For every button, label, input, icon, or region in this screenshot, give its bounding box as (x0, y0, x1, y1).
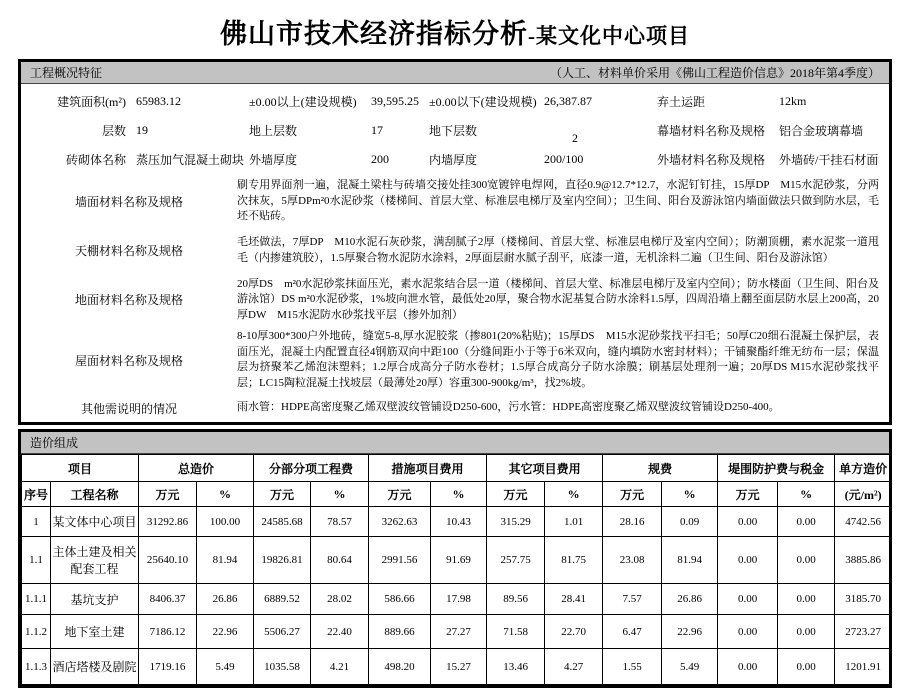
material-text: 20厚DS m²0水泥砂浆抹面压光，素水泥浆结合层一道（楼梯间、首层大堂、标准层电梯厅及室内空间）；防水楼面（卫生间、阳台及游泳馆）DS m²0水泥砂浆，1%坡向泄水管，最低处20厚，聚合物水泥基复合防水涂料1.5厚，四周沿墙上翻至面层防水层上200高，20厚DW M15水泥防水砂浆找平层（掺外加剂） (237, 277, 879, 321)
page-title-main: 佛山市技术经济指标分析 (220, 19, 528, 49)
value-cell: 15.27 (431, 649, 487, 685)
sub-header-cell: 万元 (369, 482, 431, 507)
value-cell: 5.49 (662, 649, 718, 685)
info-label: 外墙厚度 (249, 153, 298, 167)
value-cell: 889.66 (369, 615, 431, 649)
material-label: 屋面材料名称及规格 (74, 353, 183, 368)
serial-cell: 1.1 (22, 537, 51, 584)
project-name-cell: 基坑支护 (51, 584, 139, 615)
value-cell: 28.41 (545, 584, 603, 615)
overview-header-bar (21, 62, 889, 84)
value-cell: 5506.27 (254, 615, 311, 649)
material-text: 8-10厚300*300户外地砖，缝宽5-8,厚水泥胶浆（掺801(20%粘贴)；15厚DS M15水泥砂浆找平扫毛；50厚C20细石混凝土保护层，表面压光，混凝土内配置直径4钢筋双向中距100（分缝间距小于等于6米双向，缝内填防水密封材料）；干铺聚酯纤维无纺布一层；保温层为挤聚苯乙烯泡沫塑料；1.2厚合成高分子防水卷材；1.5厚合成高分子防水涂膜；刷基层处理剂一遍；20厚DS M15水泥砂浆找平层；LC15陶粒混凝土找坡层（最薄处20厚）容重300-900kg/m³，找2%坡。 (237, 330, 879, 389)
project-name-cell: 某文体中心项目 (51, 507, 139, 537)
value-cell: 80.64 (311, 537, 369, 584)
page-title (0, 0, 910, 51)
value-cell: 25640.10 (139, 537, 197, 584)
sub-header-cell: % (197, 482, 254, 507)
sub-header-cell: 工程名称 (51, 482, 139, 507)
value-cell: 0.00 (778, 507, 835, 537)
sub-header-cell: % (311, 482, 369, 507)
value-cell: 100.00 (197, 507, 254, 537)
sub-header-cell: 序号 (22, 482, 51, 507)
group-header-cell: 规费 (603, 455, 718, 482)
sub-header-cell: % (431, 482, 487, 507)
info-label: 地上层数 (249, 124, 298, 138)
sub-header-cell: % (545, 482, 603, 507)
sub-header-cell: 万元 (718, 482, 778, 507)
value-cell: 1201.91 (835, 649, 892, 685)
info-value: 65983.12 (136, 94, 181, 108)
group-header-cell: 措施项目费用 (369, 455, 487, 482)
sub-header-cell: 万元 (139, 482, 197, 507)
value-cell: 5.49 (197, 649, 254, 685)
value-cell: 22.40 (311, 615, 369, 649)
value-cell: 78.57 (311, 507, 369, 537)
info-label: 弃土运距 (657, 95, 706, 109)
overview-section (18, 59, 892, 425)
info-label: 砖砌体名称 (65, 153, 126, 167)
info-value: 19 (136, 123, 148, 137)
value-cell: 22.96 (662, 615, 718, 649)
cost-bar-title: 造价组成 (30, 436, 79, 450)
materials-list (21, 175, 889, 422)
value-cell: 28.16 (603, 507, 662, 537)
info-value: 蒸压加气混凝土砌块 (136, 153, 245, 167)
value-cell: 4.27 (545, 649, 603, 685)
value-cell: 0.00 (778, 584, 835, 615)
value-cell: 71.58 (487, 615, 545, 649)
info-label: 外墙材料名称及规格 (657, 153, 766, 167)
overview-bar-title: 工程概况特征 (30, 66, 103, 80)
value-cell: 315.29 (487, 507, 545, 537)
project-name-cell: 地下室土建 (51, 615, 139, 649)
value-cell: 24585.68 (254, 507, 311, 537)
value-cell: 4.21 (311, 649, 369, 685)
value-cell: 7.57 (603, 584, 662, 615)
value-cell: 7186.12 (139, 615, 197, 649)
info-value: 17 (371, 123, 383, 137)
group-header-cell: 分部分项工程费 (254, 455, 369, 482)
value-cell: 26.86 (662, 584, 718, 615)
material-label: 墙面材料名称及规格 (74, 194, 183, 209)
value-cell: 586.66 (369, 584, 431, 615)
project-name-cell: 酒店塔楼及剧院 (51, 649, 139, 685)
cost-sub-header-row (22, 482, 892, 507)
value-cell: 4742.56 (835, 507, 892, 537)
info-value: 39,595.25 (371, 94, 419, 108)
value-cell: 28.02 (311, 584, 369, 615)
sub-header-cell: % (778, 482, 835, 507)
group-header-cell: 总造价 (139, 455, 254, 482)
sub-header-cell: 万元 (254, 482, 311, 507)
material-text: 毛坯做法，7厚DP M10水泥石灰砂浆，满刮腻子2厚（楼梯间、首层大堂、标准层电梯厅及室内空间）；防潮顶棚，素水泥浆一道甩毛（内掺建筑胶），1.5厚聚合物水泥防水涂料，2厚面层耐水腻子刮平，底漆一道，无机涂料二遍（卫生间、阳台及游泳馆） (237, 236, 879, 264)
info-label: 幕墙材料名称及规格 (657, 124, 766, 138)
table-row (22, 507, 892, 537)
page-title-suffix: -某文化中心项目 (528, 24, 690, 48)
material-text: 雨水管：HDPE高密度聚乙烯双壁波纹管铺设D250-600，污水管：HDPE高密度聚乙烯双壁波纹管铺设D250-400。 (237, 401, 780, 414)
value-cell: 0.00 (718, 649, 778, 685)
info-label: 地下层数 (429, 124, 478, 138)
value-cell: 81.94 (662, 537, 718, 584)
value-cell: 0.00 (718, 507, 778, 537)
group-header-cell: 其它项目费用 (487, 455, 603, 482)
info-value-text: 2 (572, 131, 578, 145)
value-cell: 17.98 (431, 584, 487, 615)
value-cell: 3262.63 (369, 507, 431, 537)
value-cell: 19826.81 (254, 537, 311, 584)
material-row (21, 175, 889, 228)
value-cell: 81.75 (545, 537, 603, 584)
value-cell: 3885.86 (835, 537, 892, 584)
serial-cell: 1.1.2 (22, 615, 51, 649)
value-cell: 0.00 (778, 649, 835, 685)
info-label: 内墙厚度 (429, 153, 478, 167)
value-cell: 1.55 (603, 649, 662, 685)
value-cell: 2723.27 (835, 615, 892, 649)
material-text: 刷专用界面剂一遍，混凝土梁柱与砖墙交接处挂300宽镀锌电焊网，直径0.9@12.7*12.7，水泥钉钉挂，15厚DP M15水泥砂浆，分两次抹灰，5厚DPm²0水泥砂浆（楼梯间、首层大堂、标准层电梯厅及室内空间）；卫生间、阳台及游泳馆内墙面做法只做到防水层，毛坯不贴砖。 (237, 179, 879, 222)
value-cell: 0.00 (718, 584, 778, 615)
value-cell: 26.86 (197, 584, 254, 615)
value-cell: 23.08 (603, 537, 662, 584)
material-label: 天棚材料名称及规格 (74, 244, 183, 258)
value-cell: 89.56 (487, 584, 545, 615)
serial-cell: 1.1.3 (22, 649, 51, 685)
info-label: 层数 (101, 124, 126, 138)
value-cell: 91.69 (431, 537, 487, 584)
overview-bar-note: （人工、材料单价采用《佛山工程造价信息》2018年第4季度） (549, 66, 880, 80)
value-cell: 13.46 (487, 649, 545, 685)
value-cell: 0.00 (778, 615, 835, 649)
group-header-cell: 单方造价 (835, 455, 892, 482)
group-header-cell: 堤围防护费与税金 (718, 455, 835, 482)
sub-header-cell: 万元 (487, 482, 545, 507)
material-row (21, 394, 889, 422)
value-cell: 1035.58 (254, 649, 311, 685)
value-cell: 257.75 (487, 537, 545, 584)
cost-section (18, 429, 892, 688)
value-cell: 0.09 (662, 507, 718, 537)
value-cell: 22.96 (197, 615, 254, 649)
value-cell: 27.27 (431, 615, 487, 649)
value-cell: 6889.52 (254, 584, 311, 615)
overview-info-grid (21, 84, 889, 175)
value-cell: 6.47 (603, 615, 662, 649)
table-row (22, 537, 892, 584)
value-cell: 1719.16 (139, 649, 197, 685)
info-value (542, 116, 657, 145)
value-cell: 0.00 (718, 537, 778, 584)
value-cell: 22.70 (545, 615, 603, 649)
sub-header-cell: (元/m²) (835, 482, 892, 507)
info-value: 铝合金玻璃幕墙 (779, 124, 864, 138)
value-cell: 0.00 (718, 615, 778, 649)
value-cell: 10.43 (431, 507, 487, 537)
table-row (22, 584, 892, 615)
material-row (21, 274, 889, 327)
project-name-cell: 主体土建及相关配套工程 (51, 537, 139, 584)
value-cell: 81.94 (197, 537, 254, 584)
cost-group-header-row (22, 455, 892, 482)
table-row (22, 649, 892, 685)
value-cell: 31292.86 (139, 507, 197, 537)
sub-header-cell: % (662, 482, 718, 507)
table-row (22, 615, 892, 649)
material-row (21, 228, 889, 274)
material-label: 其他需说明的情况 (80, 401, 177, 416)
material-label: 地面材料名称及规格 (74, 293, 183, 308)
info-label: ±0.00以下(建设规模) (429, 95, 537, 109)
info-label: 建筑面积(m²) (57, 95, 126, 109)
info-value: 200 (371, 152, 389, 166)
serial-cell: 1 (22, 507, 51, 537)
value-cell: 0.00 (778, 537, 835, 584)
cost-table (21, 454, 892, 685)
serial-cell: 1.1.1 (22, 584, 51, 615)
value-cell: 498.20 (369, 649, 431, 685)
value-cell: 1.01 (545, 507, 603, 537)
sub-header-cell: 万元 (603, 482, 662, 507)
info-value: 12km (779, 94, 807, 108)
info-value: 26,387.87 (544, 94, 592, 108)
info-value: 外墙砖/干挂石材面 (779, 153, 879, 167)
cost-header-bar (21, 432, 889, 454)
info-label: ±0.00以上(建设规模) (249, 95, 357, 109)
value-cell: 2991.56 (369, 537, 431, 584)
material-row (21, 326, 889, 394)
group-header-cell: 项目 (22, 455, 139, 482)
value-cell: 8406.37 (139, 584, 197, 615)
value-cell: 3185.70 (835, 584, 892, 615)
info-value: 200/100 (544, 152, 584, 166)
